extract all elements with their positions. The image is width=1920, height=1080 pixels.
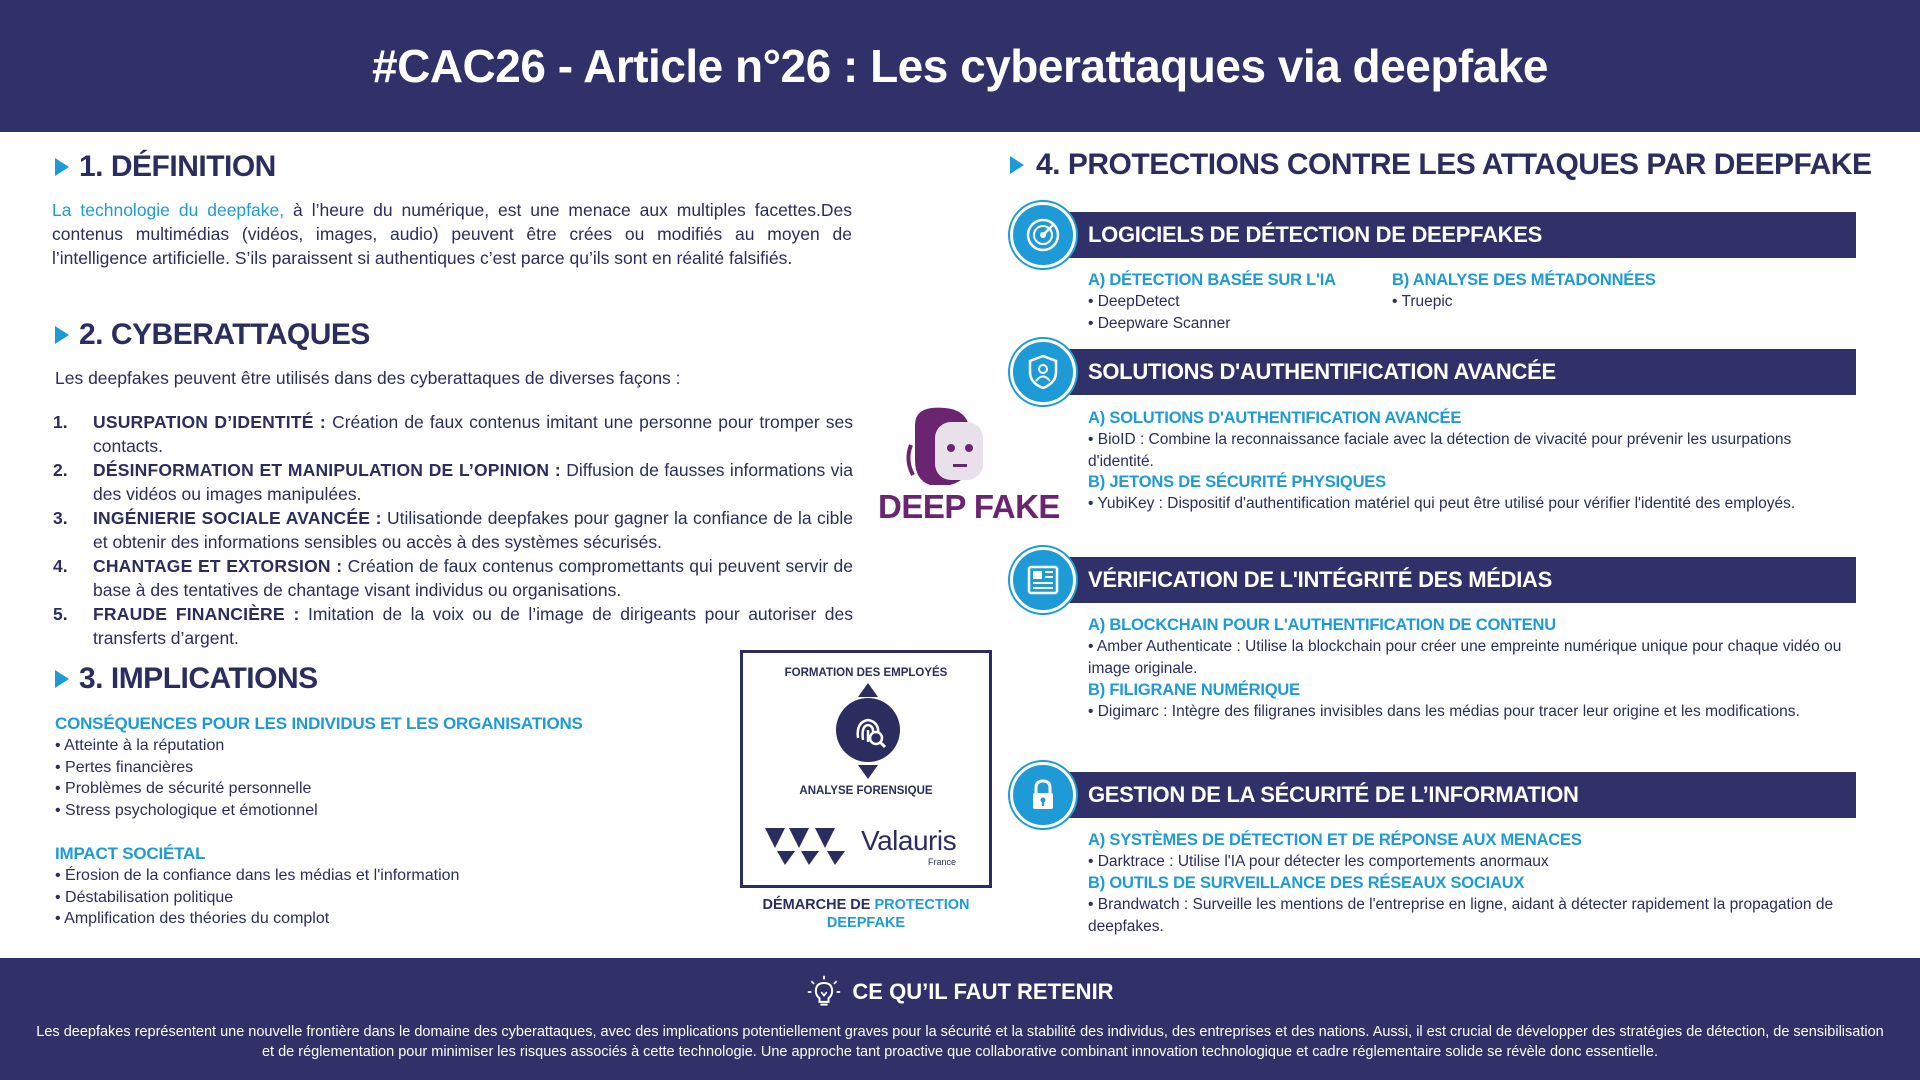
valauris-top-label: FORMATION DES EMPLOYÉS [784,667,948,679]
list-item: 3. INGÉNIERIE SOCIALE AVANCÉE : Utilisationde deepfakes pour gagner la confiance de la cible et obtenir des informations sensibles ou accès à des systèmes sécurisés. [53,508,853,552]
s2-a-title: A) SOLUTIONS D'AUTHENTIFICATION AVANCÉE [1088,409,1462,427]
arrow-up-icon [858,683,878,697]
valauris-caption: DÉMARCHE DE PROTECTION DEEPFAKE [762,897,970,931]
list-item: • Atteinte à la réputation [55,735,318,757]
list-item: • Amplification des théories du complot [55,908,459,930]
implications-group2-list [55,865,459,930]
cyberattaques-intro: Les deepfakes peuvent être utilisés dans des cyberattaques de diverses façons : [55,368,681,388]
s4-b-title: B) OUTILS DE SURVEILLANCE DES RÉSEAUX SOCIAUX [1088,874,1525,892]
valauris-brand-sub: France [928,857,957,867]
shield-user-icon [1010,339,1076,405]
valauris-brand: Valauris [861,825,957,856]
s4-a-title: A) SYSTÈMES DE DÉTECTION ET DE RÉPONSE AUX MENACES [1088,831,1582,849]
fingerprint-icon [836,698,900,762]
s3-b-title: B) FILIGRANE NUMÉRIQUE [1088,681,1300,699]
valauris-protection-box [740,650,992,888]
cyberattaques-list [53,410,853,650]
triangle-bullet-icon [55,670,69,688]
s1-a-title: A) DÉTECTION BASÉE SUR L'IA [1088,271,1336,289]
s2-b-title: B) JETONS DE SÉCURITÉ PHYSIQUES [1088,473,1386,491]
s1-a-list [1088,291,1230,334]
implications-group2-title: IMPACT SOCIÉTAL [55,844,206,863]
triangle-bullet-icon [1010,156,1024,174]
header-banner [0,0,1920,132]
newspaper-icon [1010,547,1076,613]
page-title: #CAC26 - Article n°26 : Les cyberattaques via deepfake [372,40,1548,92]
implications-group1-title: CONSÉQUENCES POUR LES INDIVIDUS ET LES ORGANISATIONS [55,714,583,733]
protection-bar-infosec: GESTION DE LA SÉCURITÉ DE L’INFORMATION [1068,772,1856,818]
s2-a-text: • BioID : Combine la reconnaissance faciale avec la détection de vivacité pour prévenir les usurpations d'identité. [1088,431,1792,470]
radar-icon [1010,202,1076,268]
s3-a-title: A) BLOCKCHAIN POUR L'AUTHENTIFICATION DE CONTENU [1088,616,1556,634]
lightbulb-icon [806,974,842,1010]
triangle-bullet-icon [55,326,69,344]
valauris-logo-icon [765,823,855,868]
list-item: • DeepDetect [1088,291,1230,313]
padlock-icon [1010,762,1076,828]
definition-text: à l’heure du numérique, est une menace aux multiples facettes.Des contenus multimédias (vidéos, images, audio) peuvent être crées ou modifiés au moyen de l’intelligence artificielle. S’ils paraissent si authentiques c’est parce qu’ils sont en réalité falsifiés. [52,200,852,268]
list-item: 4. CHANTAGE ET EXTORSION : Création de faux contenus compromettants qui peuvent servir de base à des tentatives de chantage visant individus ou organisations. [53,556,853,600]
section-protections-title: 4. PROTECTIONS CONTRE LES ATTAQUES PAR DEEPFAKE [1010,148,1871,182]
list-item: 2. DÉSINFORMATION ET MANIPULATION DE L’OPINION : Diffusion de fausses informations via des vidéos ou images manipulées. [53,460,853,504]
list-item: • Pertes financières [55,757,318,779]
s1-b-title: B) ANALYSE DES MÉTADONNÉES [1392,271,1656,289]
s4-b-text: • Brandwatch : Surveille les mentions de l'entreprise en ligne, aidant à détecter rapidement la propagation de deepfakes. [1088,896,1834,935]
section-cyberattaques-title: 2. CYBERATTAQUES [55,318,370,352]
s3-a-text: • Amber Authenticate : Utilise la blockchain pour créer une empreinte numérique unique pour chaque vidéo ou image originale. [1088,638,1842,677]
implications-group1-list [55,735,318,821]
s4-a-text: • Darktrace : Utilise l'IA pour détecter les comportements anormaux [1088,853,1549,870]
definition-paragraph [52,198,852,270]
section-implications-title: 3. IMPLICATIONS [55,662,318,696]
list-item: 5. FRAUDE FINANCIÈRE : Imitation de la voix ou de l’image de dirigeants pour autoriser des transferts d’argent. [53,604,854,648]
list-item: • Truepic [1392,291,1453,313]
list-item: • Deepware Scanner [1088,313,1230,335]
triangle-bullet-icon [55,158,69,176]
footer-title: CE QU’IL FAUT RETENIR [0,974,1920,1010]
section-definition-title: 1. DÉFINITION [55,150,276,184]
list-item: • Problèmes de sécurité personnelle [55,778,318,800]
definition-highlight: La technologie du deepfake, [52,200,285,220]
protection-bar-detection: LOGICIELS DE DÉTECTION DE DEEPFAKES [1068,212,1856,258]
footer-banner [0,958,1920,1080]
list-item: 1. USURPATION D’IDENTITÉ : Création de faux contenus imitant une personne pour tromper ses contacts. [53,412,853,456]
list-item: • Déstabilisation politique [55,887,459,909]
footer-text: Les deepfakes représentent une nouvelle frontière dans le domaine des cyberattaques, avec des implications potentiellement graves pour la sécurité et la stabilité des individus, des entreprises et des nations. Aussi, il est crucial de développer des stratégies de détection, de sensibilisation et de réglementation pour minimiser les risques associés à cette technologie. Une approche tant proactive que collaborative combinant innovation technologique et cadre réglementaire solide se révèle donc essentielle. [36,1024,1884,1060]
protection-bar-authentication: SOLUTIONS D'AUTHENTIFICATION AVANCÉE [1068,349,1856,395]
s2-b-text: • YubiKey : Dispositif d'authentification matériel qui peut être utilisé pour vérifier l'identité des employés. [1088,495,1796,512]
arrow-down-icon [858,765,878,779]
list-item: • Stress psychologique et émotionnel [55,800,318,822]
list-item: • Érosion de la confiance dans les médias et l'information [55,865,459,887]
s3-b-text: • Digimarc : Intègre des filigranes invisibles dans les médias pour tracer leur origine et les modifications. [1088,703,1800,720]
s1-b-list [1392,291,1453,313]
protection-bar-integrity: VÉRIFICATION DE L'INTÉGRITÉ DES MÉDIAS [1068,557,1856,603]
deepfake-logo-text: DEEP FAKE [878,488,1060,525]
valauris-bottom-label: ANALYSE FORENSIQUE [799,785,933,797]
